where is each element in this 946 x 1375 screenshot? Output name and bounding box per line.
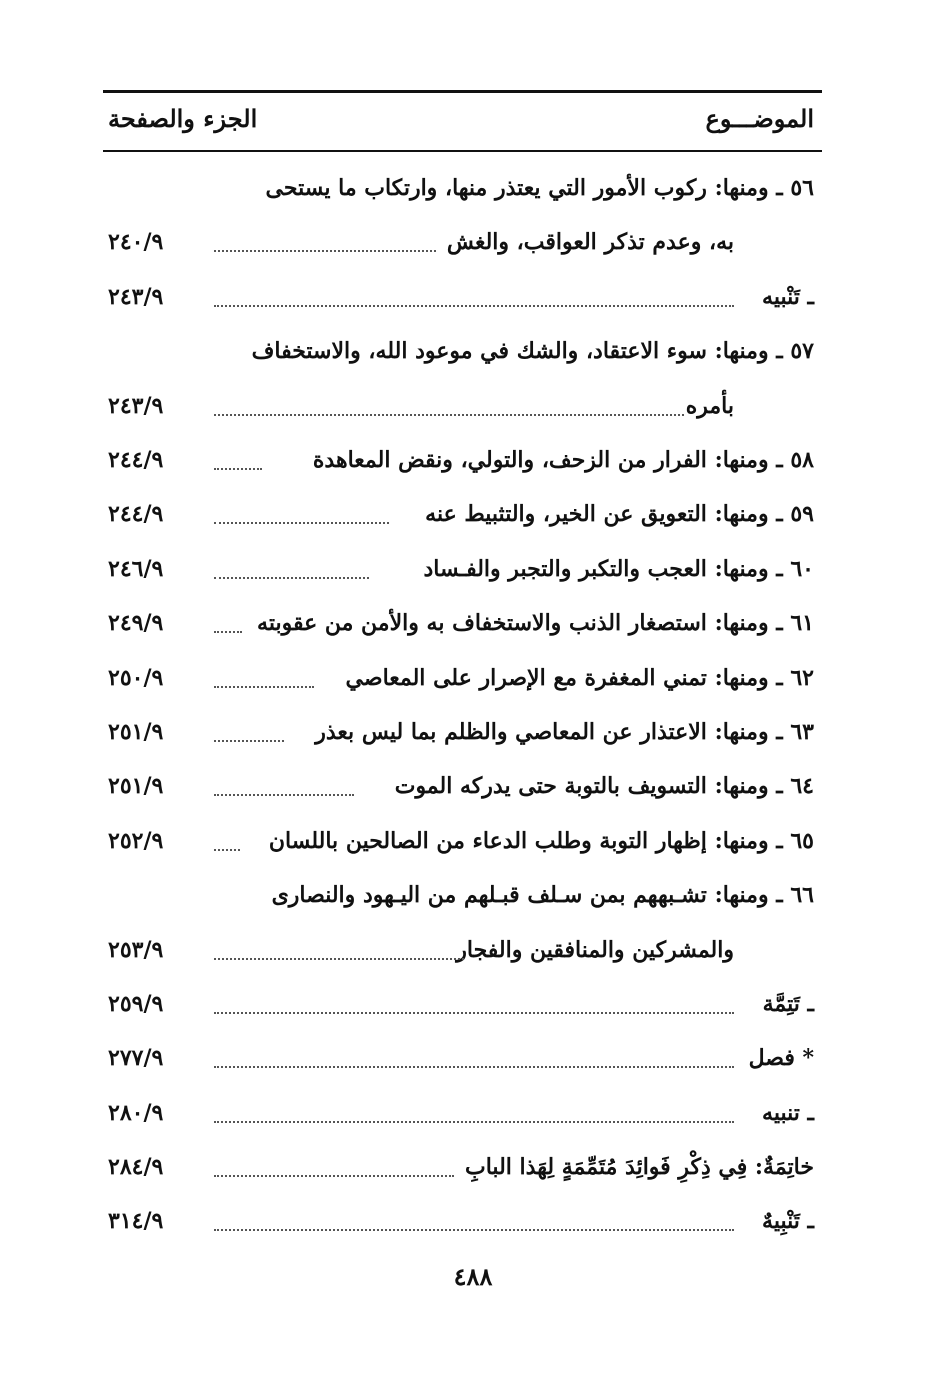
toc-entry-62	[108, 656, 814, 700]
entry-text: ٦٠ ـ ومنها: العجب والتكبر والتجبر والفـساد	[423, 556, 814, 582]
entry-text: ٥٧ ـ ومنها: سوء الاعتقاد، والشك في موعود الله، والاستخفاف	[251, 338, 814, 364]
dot-leader	[214, 1012, 734, 1014]
toc-entry-58	[108, 438, 814, 482]
toc-entry-56-cont	[108, 220, 814, 264]
dot-leader	[214, 577, 369, 579]
entry-page: ٢٤٤/٩	[108, 501, 164, 527]
topic-column-header: الموضـــوع	[705, 104, 814, 133]
entry-text: ٦٣ ـ ومنها: الاعتذار عن المعاصي والظلم بما ليس بعذر	[315, 719, 814, 745]
toc-entry-57-cont	[108, 384, 814, 428]
toc-entry-61	[108, 601, 814, 645]
entry-text: بأمره	[685, 393, 734, 419]
toc-entry-fasl	[108, 1036, 814, 1080]
entry-text: ٥٨ ـ ومنها: الفرار من الزحف، والتولي، ونقض المعاهدة	[312, 447, 814, 473]
toc-entry-tanbih-3	[108, 1199, 814, 1243]
entry-page: ٢٤٠/٩	[108, 229, 164, 255]
toc-entry-tanbih-2	[108, 1091, 814, 1135]
entry-text: ٦١ ـ ومنها: استصغار الذنب والاستخفاف به والأمن من عقوبته	[257, 610, 814, 636]
entry-text: والمشركين والمنافقين والفجار	[456, 937, 734, 963]
dot-leader	[214, 305, 734, 307]
entry-page: ٢٧٧/٩	[108, 1045, 164, 1071]
page-number: ٤٨٨	[453, 1262, 493, 1291]
toc-entry-60	[108, 547, 814, 591]
entry-text: ٥٩ ـ ومنها: التعويق عن الخير، والتثبيط عنه	[425, 501, 814, 527]
entry-text: * فصل	[748, 1045, 814, 1071]
dot-leader	[214, 1066, 734, 1068]
entry-text: ـ تَنْبيه	[762, 284, 814, 310]
entry-page: ٢٥٢/٩	[108, 828, 164, 854]
dot-leader	[214, 794, 354, 796]
dot-leader	[214, 958, 464, 960]
entry-page: ٢٤٩/٩	[108, 610, 164, 636]
entry-page: ٢٨٠/٩	[108, 1100, 164, 1126]
toc-entry-tatimma	[108, 982, 814, 1026]
entry-text: خاتِمَةٌ: فِي ذِكْرِ فَوائِدَ مُتَمِّمَةٍ لِهَذا البابِ	[465, 1154, 814, 1180]
entry-text: ٦٥ ـ ومنها: إظهار التوبة وطلب الدعاء من الصالحين باللسان	[268, 828, 814, 854]
entry-text: ٥٦ ـ ومنها: ركوب الأمور التي يعتذر منها، وارتكاب ما يستحى	[265, 175, 814, 201]
header-rule	[103, 150, 822, 152]
toc-entry-66-cont	[108, 928, 814, 972]
entry-text: ٦٤ ـ ومنها: التسويف بالتوبة حتى يدركه الموت	[394, 773, 814, 799]
entry-page: ٢٥٩/٩	[108, 991, 164, 1017]
toc-entry-65	[108, 819, 814, 863]
entry-page: ٢٨٤/٩	[108, 1154, 164, 1180]
toc-entry-59	[108, 492, 814, 536]
entry-page: ٣١٤/٩	[108, 1208, 164, 1234]
entry-text: ٦٦ ـ ومنها: تشـبههم بمن سـلف قبـلهم من اليـهود والنصارى	[271, 882, 814, 908]
dot-leader	[214, 631, 242, 633]
entry-text: ٦٢ ـ ومنها: تمني المغفرة مع الإصرار على المعاصي	[345, 665, 814, 691]
dot-leader	[214, 522, 389, 524]
dot-leader	[214, 686, 314, 688]
entry-text: ـ تَتِمَّة	[762, 991, 814, 1017]
entry-text: به، وعدم تذكر العواقب، والغش	[446, 229, 734, 255]
toc-entry-56	[108, 166, 814, 210]
dot-leader	[214, 849, 240, 851]
entry-page: ٢٤٦/٩	[108, 556, 164, 582]
entry-page: ٢٥٠/٩	[108, 665, 164, 691]
entry-text: ـ تنبيه	[762, 1100, 814, 1126]
entry-page: ٢٥١/٩	[108, 773, 164, 799]
page-column-header: الجزء والصفحة	[108, 104, 258, 133]
dot-leader	[214, 468, 262, 470]
dot-leader	[214, 250, 436, 252]
entry-page: ٢٤٤/٩	[108, 447, 164, 473]
toc-entry-57	[108, 329, 814, 373]
entry-page: ٢٥٣/٩	[108, 937, 164, 963]
toc-entry-66	[108, 873, 814, 917]
dot-leader	[214, 740, 284, 742]
dot-leader	[214, 1121, 734, 1123]
toc-entry-khatima	[108, 1145, 814, 1189]
entry-text: ـ تَنْبِيهٌ	[762, 1208, 814, 1234]
toc-entry-tanbih-1	[108, 275, 814, 319]
top-rule	[103, 90, 822, 93]
toc-entry-63	[108, 710, 814, 754]
dot-leader	[214, 414, 684, 416]
dot-leader	[214, 1175, 454, 1177]
entry-page: ٢٥١/٩	[108, 719, 164, 745]
dot-leader	[214, 1229, 734, 1231]
toc-entry-64	[108, 764, 814, 808]
entry-page: ٢٤٣/٩	[108, 284, 164, 310]
entry-page: ٢٤٣/٩	[108, 393, 164, 419]
